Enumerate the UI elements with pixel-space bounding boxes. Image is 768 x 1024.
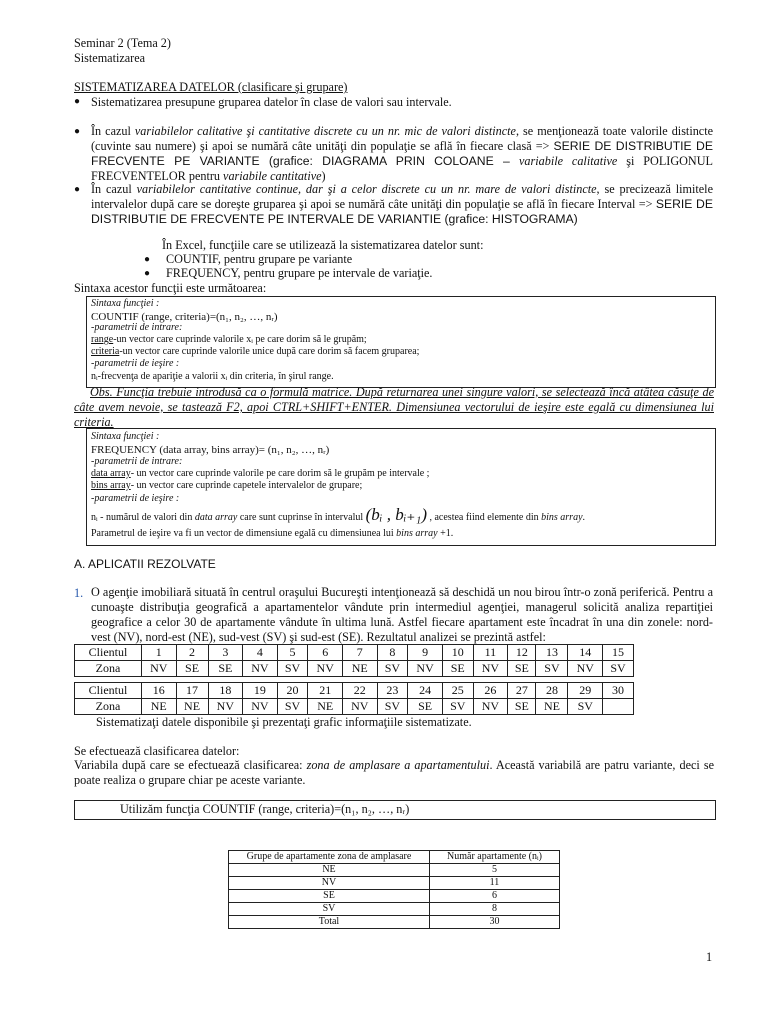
table-row — [75, 645, 634, 661]
cell: 24 — [408, 683, 443, 699]
cell: 5 — [430, 864, 560, 877]
cell: 12 — [508, 645, 536, 661]
cell: NE — [342, 661, 377, 677]
page-number: 1 — [706, 950, 713, 964]
table-row-label: Clientul — [75, 645, 142, 661]
b3-a: În cazul — [91, 182, 137, 196]
cell: SV — [377, 661, 408, 677]
cell: 13 — [536, 645, 568, 661]
box1-range: range — [91, 334, 114, 345]
box1-l7: nᵢ-frecvenţa de apariţie a valorii xᵢ din criteria, în şirul range. — [91, 371, 334, 382]
cell: SV — [568, 699, 603, 715]
cell: 8 — [377, 645, 408, 661]
obs-text: Obs. Funcţia trebuie introdusă ca o formulă matrice. După returnarea unei singure valori, se selectează încă atâtea căsuţe de câte avem nevoie, se tastează F2, apoi CTRL+SHIFT+ENTER. Dimensiunea vectorului de ieşire este egală cu dimensiunea lui criteria. — [74, 385, 714, 429]
b2-italic-3: variabile cantitative — [223, 169, 322, 183]
bullet-icon: ● — [74, 184, 81, 195]
cell: 28 — [536, 683, 568, 699]
box3-text: Utilizăm funcţia COUNTIF (range, criteria)=(n₁, n₂, …, nᵣ) — [120, 802, 410, 816]
box2-l7d: , acestea fiind elemente din — [429, 512, 542, 523]
cell: 30 — [603, 683, 634, 699]
box2-l8 — [91, 528, 453, 540]
cell: SE — [508, 661, 536, 677]
b2-d: şi POLIGONUL FRECVENTELOR — [91, 154, 713, 183]
applications-title: A. APLICATII REZOLVATE — [74, 557, 216, 571]
excel-func-1: COUNTIF, pentru grupare pe variante — [166, 252, 353, 266]
box2-l2: FREQUENCY (data array, bins array)= (n₁, n₂, …, nᵣ) — [91, 444, 330, 456]
cell: NV — [243, 699, 278, 715]
cell: SV — [603, 661, 634, 677]
cell: 20 — [277, 683, 308, 699]
box2-l7c: care sunt cuprinse în intervalul — [237, 512, 364, 523]
box1-l3: -parametrii de intrare: — [91, 322, 183, 333]
syntax-heading: Sintaxa acestor funcţii este următoarea: — [74, 281, 267, 295]
cell: NV — [208, 699, 243, 715]
box1-l5 — [91, 346, 419, 358]
cell: NE — [142, 699, 177, 715]
cell: 1 — [142, 645, 177, 661]
b2-e: pentru — [185, 169, 224, 183]
cell: NV — [408, 661, 443, 677]
cell: 23 — [377, 683, 408, 699]
cell: NV — [243, 661, 278, 677]
box2-bins-array: bins array — [91, 480, 131, 491]
cell: 16 — [142, 683, 177, 699]
box2-l3: -parametrii de intrare: — [91, 456, 183, 467]
box2-l5 — [91, 480, 362, 492]
item-number: 1. — [74, 586, 84, 600]
cell: NV — [473, 661, 508, 677]
class-l2b: zona de amplasare a apartamentului — [306, 758, 490, 772]
box2-l4 — [91, 468, 429, 480]
cell: 17 — [176, 683, 208, 699]
table-row — [229, 916, 560, 929]
cell: 11 — [430, 877, 560, 890]
interval-formula: (bᵢ , bᵢ₊₁) — [365, 505, 427, 524]
cell: SE — [408, 699, 443, 715]
cell: 9 — [408, 645, 443, 661]
b3-b: , se precizează limitele intervalelor după care se doreşte gruparea şi apoi se numără câte unităţi din populaţie se află în fiecare Interval => — [91, 182, 713, 211]
excel-func-2: FREQUENCY, pentru grupare pe intervale de variaţie. — [166, 266, 433, 280]
table-row — [75, 683, 634, 699]
header-line-2: Sistematizarea — [74, 51, 146, 65]
cell: 6 — [430, 890, 560, 903]
b2-italic-2: variabile calitative — [519, 154, 618, 168]
cell: SE — [176, 661, 208, 677]
cell: SE — [508, 699, 536, 715]
cell: 2 — [176, 645, 208, 661]
box2-data-array: data array — [91, 468, 131, 479]
b2-b: , se menţionează toate valorile distincte (cuvinte sau numere) şi apoi se numără câte unităţi din populaţie se află în fiecare clasă => — [91, 124, 714, 153]
table-row — [229, 851, 560, 864]
box1-l2: COUNTIF (range, criteria)=(n₁, n₂, …, nᵣ) — [91, 311, 278, 323]
table-row — [229, 864, 560, 877]
section-title: SISTEMATIZAREA DATELOR (clasificare şi grupare) — [74, 80, 348, 94]
box2-l7a: nᵢ - numărul de valori din — [91, 512, 195, 523]
cell: NV — [229, 877, 430, 890]
cell: 18 — [208, 683, 243, 699]
cell: 29 — [568, 683, 603, 699]
cell: NE — [229, 864, 430, 877]
b2-a: În cazul — [91, 124, 135, 138]
cell: SV — [277, 661, 308, 677]
cell: NE — [536, 699, 568, 715]
clients-table — [74, 644, 634, 715]
cell: NV — [142, 661, 177, 677]
class-l2c: . Această variabilă are patru variante, deci se poate realiza o grupare chiar pe aceste variante. — [74, 758, 714, 787]
bullet-2-paragraph — [91, 124, 713, 184]
cell: 4 — [243, 645, 278, 661]
box2-l7b: data array — [194, 512, 238, 523]
cell: 14 — [568, 645, 603, 661]
table-row-label: Zona — [75, 699, 142, 715]
box2-l7e: bins array — [541, 512, 583, 523]
obs-paragraph — [74, 385, 714, 430]
excel-intro: În Excel, funcţiile care se utilizează la sistematizarea datelor sunt: — [162, 238, 484, 252]
column-header: Grupe de apartamente zona de amplasare — [229, 851, 430, 864]
table-row — [229, 903, 560, 916]
classification-line-1: Se efectuează clasificarea datelor: — [74, 744, 240, 758]
column-header: Număr apartamente (nᵢ) — [430, 851, 560, 864]
cell: SV — [536, 661, 568, 677]
cell: 8 — [430, 903, 560, 916]
bullet-3-paragraph — [91, 182, 713, 227]
cell: NV — [473, 699, 508, 715]
cell: 21 — [308, 683, 343, 699]
cell: 25 — [442, 683, 473, 699]
cell: 15 — [603, 645, 634, 661]
box1-l5-text: -un vector care cuprinde valorile unice după care dorim să facem gruparea; — [119, 346, 420, 357]
bullet-icon: ● — [144, 268, 151, 279]
box1-l1: Sintaxa funcţiei : — [91, 298, 160, 309]
cell: 19 — [243, 683, 278, 699]
problem-paragraph: O agenţie imobiliară situată în centrul oraşului Bucureşti intenţionează să deschidă un nou birou într-o zonă periferică. Pentru a cunoaşte distribuţia geografică a apartamentelor vândute prin intermediul agenţiei, managerul solicită analiza repartiţiei geografice a celor 30 de apartamente vândute în ultima lună. Astfel fiecare apartament este încadrat în una din zonele: nord-vest (NV), nord-est (NE), sud-vest (SV) şi sud-est (SE). Rezultatul analizei se prezintă astfel: — [91, 585, 713, 644]
cell: SE — [208, 661, 243, 677]
bullet-1-text: Sistematizarea presupune gruparea datelor în clase de valori sau intervale. — [91, 95, 452, 109]
b3-italic: variabilelor cantitative continue, dar şi a celor discrete cu un nr. mare de valori distincte — [136, 182, 597, 196]
box2-l8b: bins array — [396, 528, 438, 539]
table-row — [229, 890, 560, 903]
cell: 7 — [342, 645, 377, 661]
cell: NV — [308, 661, 343, 677]
cell: SV — [442, 699, 473, 715]
cell: 5 — [277, 645, 308, 661]
cell: SV — [277, 699, 308, 715]
class-l2a: Variabila după care se efectuează clasificarea: — [74, 758, 307, 772]
cell: NV — [342, 699, 377, 715]
cell: 27 — [508, 683, 536, 699]
box2-l1: Sintaxa funcţiei : — [91, 431, 160, 442]
cell — [603, 699, 634, 715]
box2-l8a: Parametrul de ieşire va fi un vector de dimensiune egală cu dimensiunea lui — [91, 528, 397, 539]
cell: SV — [377, 699, 408, 715]
cell: NE — [308, 699, 343, 715]
grouping-table — [228, 850, 560, 929]
cell: 3 — [208, 645, 243, 661]
cell: 6 — [308, 645, 343, 661]
box2-l8c: +1. — [437, 528, 454, 539]
b2-italic: variabilelor calitative şi cantitative discrete cu un nr. mic de valori distincte — [134, 124, 516, 138]
box2-l6: -parametrii de ieşire : — [91, 493, 180, 504]
box1-criteria: criteria — [91, 346, 120, 357]
cell: Total — [229, 916, 430, 929]
cell: 30 — [430, 916, 560, 929]
classification-paragraph — [74, 758, 714, 788]
box1-l4 — [91, 334, 367, 346]
box1-l4-text: -un vector care cuprinde valorile xᵢ pe care dorim să le grupăm; — [113, 334, 367, 345]
box2-l7f: . — [582, 512, 586, 523]
bullet-icon: ● — [74, 96, 81, 107]
b3-c: SERIE DE DISTRIBUTIE DE FRECVENTE PE INTERVALE DE VARIANTIE (grafice: HISTOGRAMA) — [91, 197, 713, 226]
cell: 26 — [473, 683, 508, 699]
cell: 10 — [442, 645, 473, 661]
cell: 11 — [473, 645, 508, 661]
cell: SV — [229, 903, 430, 916]
table-row-label: Zona — [75, 661, 142, 677]
bullet-icon: ● — [144, 254, 151, 265]
cell: NV — [568, 661, 603, 677]
instruction-line: Sistematizaţi datele disponibile şi prezentaţi grafic informaţiile sistematizate. — [96, 715, 472, 729]
header-line-1: Seminar 2 (Tema 2) — [74, 36, 171, 50]
b2-f: ) — [321, 169, 326, 183]
cell: SE — [442, 661, 473, 677]
bullet-icon: ● — [74, 126, 81, 137]
b2-c: SERIE DE DISTRIBUTIE DE FRECVENTE PE VARIANTE (grafice: DIAGRAMA PRIN COLOANE – — [91, 139, 713, 168]
table-row-label: Clientul — [75, 683, 142, 699]
box2-l5-text: - un vector care cuprinde capetele intervalelor de grupare; — [130, 480, 363, 491]
table-row — [75, 699, 634, 715]
box2-l7 — [91, 505, 586, 524]
cell: 22 — [342, 683, 377, 699]
table-row — [229, 877, 560, 890]
cell: NE — [176, 699, 208, 715]
box1-l6: -parametrii de ieşire : — [91, 358, 180, 369]
table-row — [75, 661, 634, 677]
cell: SE — [229, 890, 430, 903]
box2-l4-text: - un vector care cuprinde valorile pe care dorim să le grupăm pe intervale ; — [130, 468, 430, 479]
